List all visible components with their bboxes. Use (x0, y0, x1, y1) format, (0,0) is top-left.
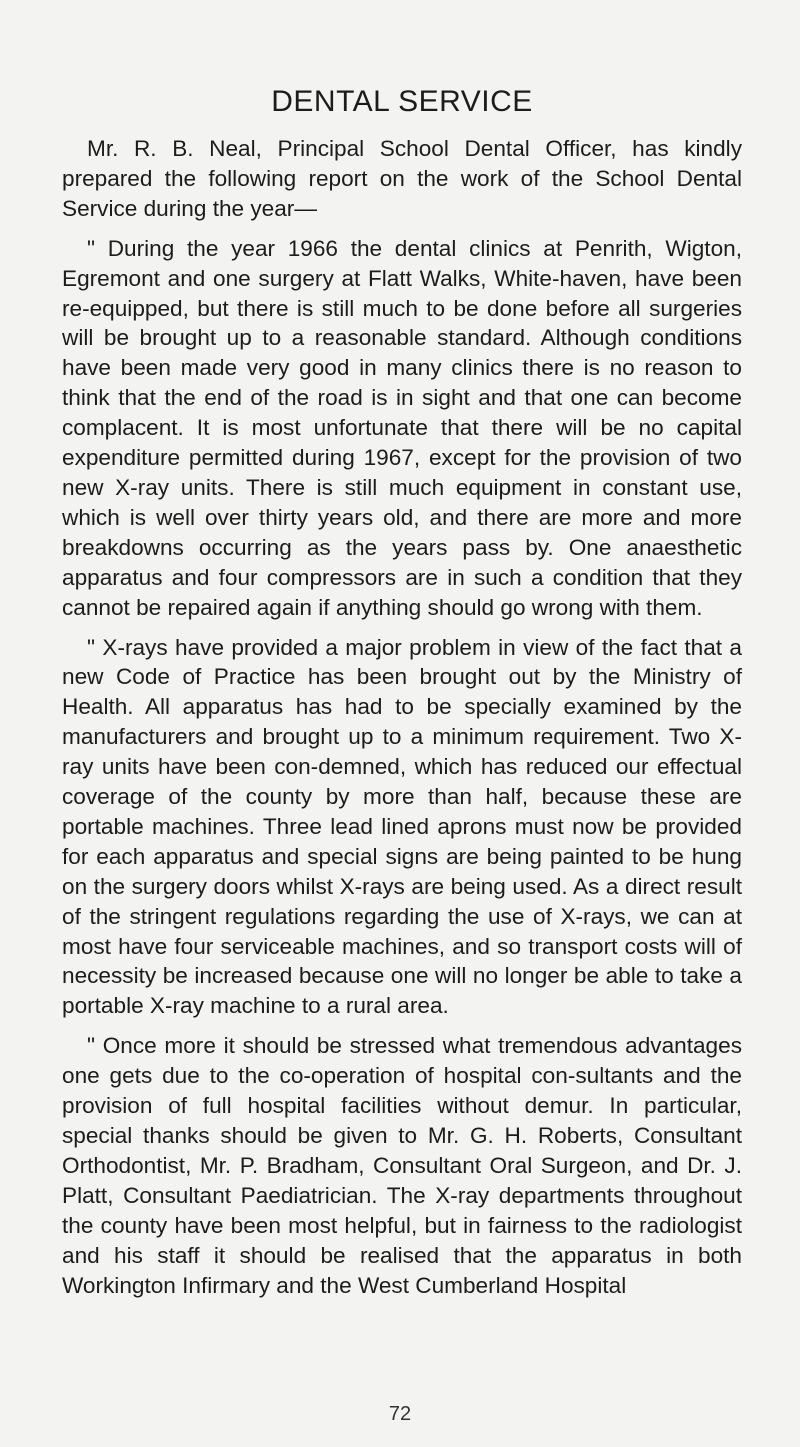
page-body (62, 82, 742, 1300)
page-title: DENTAL SERVICE (271, 85, 533, 118)
intro-paragraph: Mr. R. B. Neal, Principal School Dental Officer, has kindly prepared the following report on the work of the School Dental Service during the year— (62, 136, 742, 221)
paragraph-xrays: " X-rays have provided a major problem in view of the fact that a new Code of Practice has been brought out by the Ministry of Health. All apparatus has had to be specially examined by the manufacturers and brought up to a minimum requirement. Two X-ray units have been con-demned, which has reduced our effectual coverage of the county by more than half, because these are portable machines. Three lead lined aprons must now be provided for each apparatus and special signs are being painted to be hung on the surgery doors whilst X-rays are being used. As a direct result of the stringent regulations regarding the use of X-rays, we can at most have four serviceable machines, and so transport costs will of necessity be increased because one will no longer be able to take a portable X-ray machine to a rural area. (62, 634, 742, 1019)
page-number: 72 (388, 1403, 412, 1425)
paragraph-equipment: " During the year 1966 the dental clinics at Penrith, Wigton, Egremont and one surgery at Flatt Walks, White-haven, have been re-equipped, but there is still much to be done before all surgeries will be brought up to a reasonable standard. Although conditions have been made very good in many clinics there is no reason to think that the end of the road is in sight and that one can become complacent. It is most unfortunate that there will be no capital expenditure permitted during 1967, except for the provision of two new X-ray units. There is still much equipment in constant use, which is well over thirty years old, and there are more and more breakdowns occurring as the years pass by. One anaesthetic apparatus and four compressors are in such a condition that they cannot be repaired again if anything should go wrong with them. (62, 235, 742, 620)
paragraph-hospital: " Once more it should be stressed what tremendous advantages one gets due to the co-operation of hospital con-sultants and the provision of full hospital facilities without demur. In particular, special thanks should be given to Mr. G. H. Roberts, Consultant Orthodontist, Mr. P. Bradham, Consultant Oral Surgeon, and Dr. J. Platt, Consultant Paediatrician. The X-ray departments throughout the county have been most helpful, but in fairness to the radiologist and his staff it should be realised that the apparatus in both Workington Infirmary and the West Cumberland Hospital (62, 1033, 742, 1298)
